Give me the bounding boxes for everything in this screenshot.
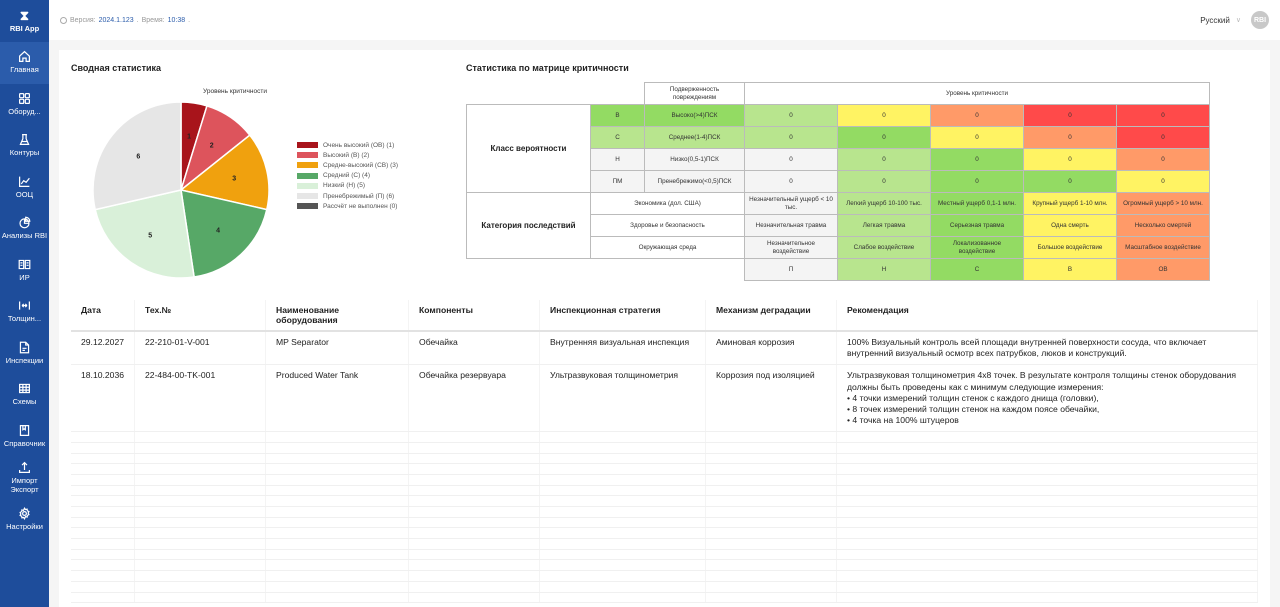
sidebar-item-label: Схемы xyxy=(12,397,37,407)
matrix-cell[interactable]: 0 xyxy=(838,127,931,149)
pie-slice-label: 5 xyxy=(148,232,153,240)
sidebar-item-thickness[interactable] xyxy=(0,291,49,333)
matrix-cell[interactable]: 0 xyxy=(1024,127,1117,149)
time-value: 10:38 xyxy=(167,16,186,24)
matrix-cell[interactable]: 0 xyxy=(931,105,1024,127)
sidebar-item-ir[interactable] xyxy=(0,250,49,292)
consequence-cell: Легкий ущерб 10-100 тыс. xyxy=(838,193,931,215)
sidebar-item-import-export[interactable] xyxy=(0,457,49,499)
consequence-type: Экономика (дол. США) xyxy=(591,193,745,215)
probability-code: С xyxy=(591,127,645,149)
sidebar-nav xyxy=(0,42,49,540)
cell-recommendation: 100% Визуальный контроль всей площади внутренней поверхности сосуда, что включает внутренний визуальный осмотр всех патрубков, люков и конструкций. xyxy=(837,331,1258,365)
column-header-recommendation[interactable]: Рекомендация xyxy=(837,300,1258,331)
sidebar-item-label: Контуры xyxy=(9,148,40,158)
empty-table-row xyxy=(71,485,1258,496)
matrix-cell[interactable]: 0 xyxy=(1024,171,1117,193)
column-header-mechanism[interactable]: Механизм деградации xyxy=(706,300,837,331)
consequence-cell: Одна смерть xyxy=(1024,215,1117,237)
consequence-cell: Легкая травма xyxy=(838,215,931,237)
empty-table-row xyxy=(71,474,1258,485)
empty-table-row xyxy=(71,560,1258,571)
cell-strategy: Внутренняя визуальная инспекция xyxy=(540,331,706,365)
consequence-cell: Масштабное воздействие xyxy=(1117,237,1210,259)
gear-icon xyxy=(18,507,31,520)
column-header-equipment[interactable]: Наименование оборудования xyxy=(266,300,409,331)
criticality-level: С xyxy=(931,259,1024,281)
cell-date: 29.12.2027 xyxy=(71,331,135,365)
matrix-cell[interactable]: 0 xyxy=(1024,105,1117,127)
probability-code: ПМ xyxy=(591,171,645,193)
consequence-cell: Крупный ущерб 1-10 млн. xyxy=(1024,193,1117,215)
pie-slice-label: 2 xyxy=(209,142,214,150)
matrix-cell[interactable]: 0 xyxy=(745,149,838,171)
column-header-components[interactable]: Компоненты xyxy=(409,300,540,331)
consequence-cell: Местный ущерб 0,1-1 млн. xyxy=(931,193,1024,215)
consequence-cell: Незначительное воздействие xyxy=(745,237,838,259)
check-circle-icon xyxy=(60,17,67,24)
criticality-matrix xyxy=(466,82,1210,281)
cell-component: Обечайка резервуара xyxy=(409,365,540,432)
pie-slice-label: 4 xyxy=(216,227,221,235)
top-bar xyxy=(49,0,1280,40)
grid-icon xyxy=(18,92,31,105)
bookmark-icon xyxy=(18,424,31,437)
table-row[interactable] xyxy=(71,365,1258,432)
document-icon xyxy=(18,341,31,354)
consequence-cell: Серьезная травма xyxy=(931,215,1024,237)
thickness-icon xyxy=(18,299,31,312)
sidebar-item-label: Главная xyxy=(10,65,39,75)
legend-item[interactable]: Пренебрежимый (П) (6) xyxy=(297,191,398,201)
empty-table-row xyxy=(71,539,1258,550)
consequence-cell: Слабое воздействие xyxy=(838,237,931,259)
probability-class-label: Класс вероятности xyxy=(467,105,591,193)
matrix-cell[interactable]: 0 xyxy=(838,149,931,171)
version-info: Версия: 2024.1.123 . Время: 10:38 . xyxy=(60,17,190,24)
consequence-category-label: Категория последствий xyxy=(467,193,591,259)
avatar[interactable]: RBI xyxy=(1251,11,1269,29)
matrix-cell[interactable]: 0 xyxy=(1024,149,1117,171)
criticality-pie-chart xyxy=(92,101,270,279)
sidebar-item-label: Импорт Экспорт xyxy=(10,476,39,494)
consequence-cell: Огромный ущерб > 10 млн. xyxy=(1117,193,1210,215)
matrix-cell[interactable]: 0 xyxy=(931,171,1024,193)
version-value: 2024.1.123 xyxy=(98,16,134,24)
matrix-cell[interactable]: 0 xyxy=(745,127,838,149)
legend-item[interactable]: Высокий (В) (2) xyxy=(297,150,398,160)
consequence-cell: Большое воздействие xyxy=(1024,237,1117,259)
pie-slice-label: 6 xyxy=(136,153,141,161)
probability-desc: Высоко(>4)ПСК xyxy=(645,105,745,127)
language-value: Русский xyxy=(1200,15,1230,25)
empty-table-row xyxy=(71,528,1258,539)
matrix-cell[interactable]: 0 xyxy=(931,127,1024,149)
matrix-cell[interactable]: 0 xyxy=(838,105,931,127)
legend-item[interactable]: Очень высокий (ОВ) (1) xyxy=(297,140,398,150)
empty-table-row xyxy=(71,549,1258,560)
matrix-row xyxy=(467,105,1210,127)
consequence-cell: Локализованное воздействие xyxy=(931,237,1024,259)
pie-slice-label: 3 xyxy=(232,175,237,183)
empty-table-row xyxy=(71,442,1258,453)
legend-item[interactable]: Средний (С) (4) xyxy=(297,171,398,181)
empty-table-row xyxy=(71,464,1258,475)
matrix-title: Статистика по матрице критичности xyxy=(466,63,629,73)
criticality-level: П xyxy=(745,259,838,281)
table-row[interactable] xyxy=(71,331,1258,365)
probability-code: В xyxy=(591,105,645,127)
empty-table-row xyxy=(71,517,1258,528)
book-icon xyxy=(18,258,31,271)
legend-item[interactable]: Рассчёт не выполнен (0) xyxy=(297,201,398,211)
probability-desc: Среднее(1-4)ПСК xyxy=(645,127,745,149)
cell-date: 18.10.2036 xyxy=(71,365,135,432)
criticality-level: Н xyxy=(838,259,931,281)
pie-chart-icon xyxy=(18,216,31,229)
cell-component: Обечайка xyxy=(409,331,540,365)
sidebar-item-label: Справочник xyxy=(3,438,46,448)
consequence-cell: Несколько смертей xyxy=(1117,215,1210,237)
empty-table-row xyxy=(71,592,1258,603)
sidebar-item-label: Оборуд... xyxy=(8,106,41,116)
sidebar-item-ooc[interactable] xyxy=(0,167,49,209)
consequence-cell: Незначительная травма xyxy=(745,215,838,237)
criticality-header: Уровень критичности xyxy=(745,83,1210,105)
sidebar-item-circuits[interactable] xyxy=(0,125,49,167)
sidebar-item-label: ИР xyxy=(19,272,30,282)
cell-tag: 22-484-00-TK-001 xyxy=(135,365,266,432)
probability-code: Н xyxy=(591,149,645,171)
summary-title: Сводная статистика xyxy=(71,63,162,73)
column-header-date[interactable]: Дата xyxy=(71,300,135,331)
flask-icon xyxy=(18,133,31,146)
matrix-cell[interactable]: 0 xyxy=(1117,127,1210,149)
matrix-cell[interactable]: 0 xyxy=(838,171,931,193)
criticality-level: ОВ xyxy=(1117,259,1210,281)
sidebar-item-settings[interactable] xyxy=(0,499,49,541)
sidebar xyxy=(0,0,49,607)
pie-chart-title: Уровень критичности xyxy=(203,88,267,95)
cell-recommendation: Ультразвуковая толщинометрия 4х8 точек. В результате контроля толщины стенок оборудования должны быть проведены как с минимум следующие измерения: • 4 точки измерений толщин стенок с каждого днища (головки), • 8 точек измерений толщин стенок на каждом поясе обечайки, • 4 точка на 100% штуцеров xyxy=(837,365,1258,432)
sidebar-item-label: Толщин... xyxy=(7,314,42,324)
cell-strategy: Ультразвуковая толщинометрия xyxy=(540,365,706,432)
inspection-table xyxy=(71,300,1258,603)
sidebar-item-equipment[interactable] xyxy=(0,84,49,126)
consequence-type: Окружающая среда xyxy=(591,237,745,259)
empty-table-row xyxy=(71,571,1258,582)
sidebar-item-label: Настройки xyxy=(6,521,43,531)
empty-table-row xyxy=(71,432,1258,443)
pie-legend xyxy=(297,140,398,211)
consequence-row xyxy=(467,193,1210,215)
cell-mechanism: Коррозия под изоляцией xyxy=(706,365,837,432)
version-label: Версия: xyxy=(70,16,96,24)
matrix-cell[interactable]: 0 xyxy=(931,149,1024,171)
empty-table-row xyxy=(71,581,1258,592)
sidebar-item-inspections[interactable] xyxy=(0,333,49,375)
matrix-cell[interactable]: 0 xyxy=(745,171,838,193)
matrix-cell[interactable]: 0 xyxy=(1117,149,1210,171)
matrix-cell[interactable]: 0 xyxy=(745,105,838,127)
cell-equipment: MP Separator xyxy=(266,331,409,365)
app-logo[interactable] xyxy=(0,0,49,42)
time-label: Время: xyxy=(141,16,165,24)
matrix-cell[interactable]: 0 xyxy=(1117,171,1210,193)
sidebar-item-label: Анализы RBI xyxy=(1,231,48,241)
sidebar-item-label: Инспекции xyxy=(5,355,44,365)
legend-item[interactable]: Низкий (Н) (5) xyxy=(297,181,398,191)
probability-desc: Пренебрежимо(<0,5)ПСК xyxy=(645,171,745,193)
empty-table-row xyxy=(71,453,1258,464)
line-chart-icon xyxy=(18,175,31,188)
empty-table-row xyxy=(71,496,1258,507)
matrix-cell[interactable]: 0 xyxy=(1117,105,1210,127)
hourglass-icon: ⧗ xyxy=(19,8,30,23)
sidebar-item-schemes[interactable] xyxy=(0,374,49,416)
home-icon xyxy=(18,50,31,63)
cell-equipment: Produced Water Tank xyxy=(266,365,409,432)
language-select[interactable] xyxy=(1200,16,1241,25)
criticality-level: В xyxy=(1024,259,1117,281)
cell-tag: 22-210-01-V-001 xyxy=(135,331,266,365)
legend-item[interactable]: Средне-высокий (СВ) (3) xyxy=(297,160,398,170)
upload-icon xyxy=(18,461,31,474)
column-header-tag[interactable]: Тех.№ xyxy=(135,300,266,331)
chevron-down-icon: ∨ xyxy=(1235,17,1241,24)
consequence-type: Здоровье и безопасность xyxy=(591,215,745,237)
consequence-cell: Незначительный ущерб < 10 тыс. xyxy=(745,193,838,215)
column-header-strategy[interactable]: Инспекционная стратегия xyxy=(540,300,706,331)
sidebar-item-rbi-analysis[interactable] xyxy=(0,208,49,250)
empty-table-row xyxy=(71,507,1258,518)
table-icon xyxy=(18,382,31,395)
cell-mechanism: Аминовая коррозия xyxy=(706,331,837,365)
susceptibility-header: Подверженность повреждениям xyxy=(645,83,745,105)
sidebar-item-reference[interactable] xyxy=(0,416,49,458)
probability-desc: Низко(0,5-1)ПСК xyxy=(645,149,745,171)
app-title: RBI App xyxy=(9,24,40,33)
sidebar-item-home[interactable] xyxy=(0,42,49,84)
sidebar-item-label: ООЦ xyxy=(15,189,34,199)
pie-slice-label: 1 xyxy=(187,133,192,141)
